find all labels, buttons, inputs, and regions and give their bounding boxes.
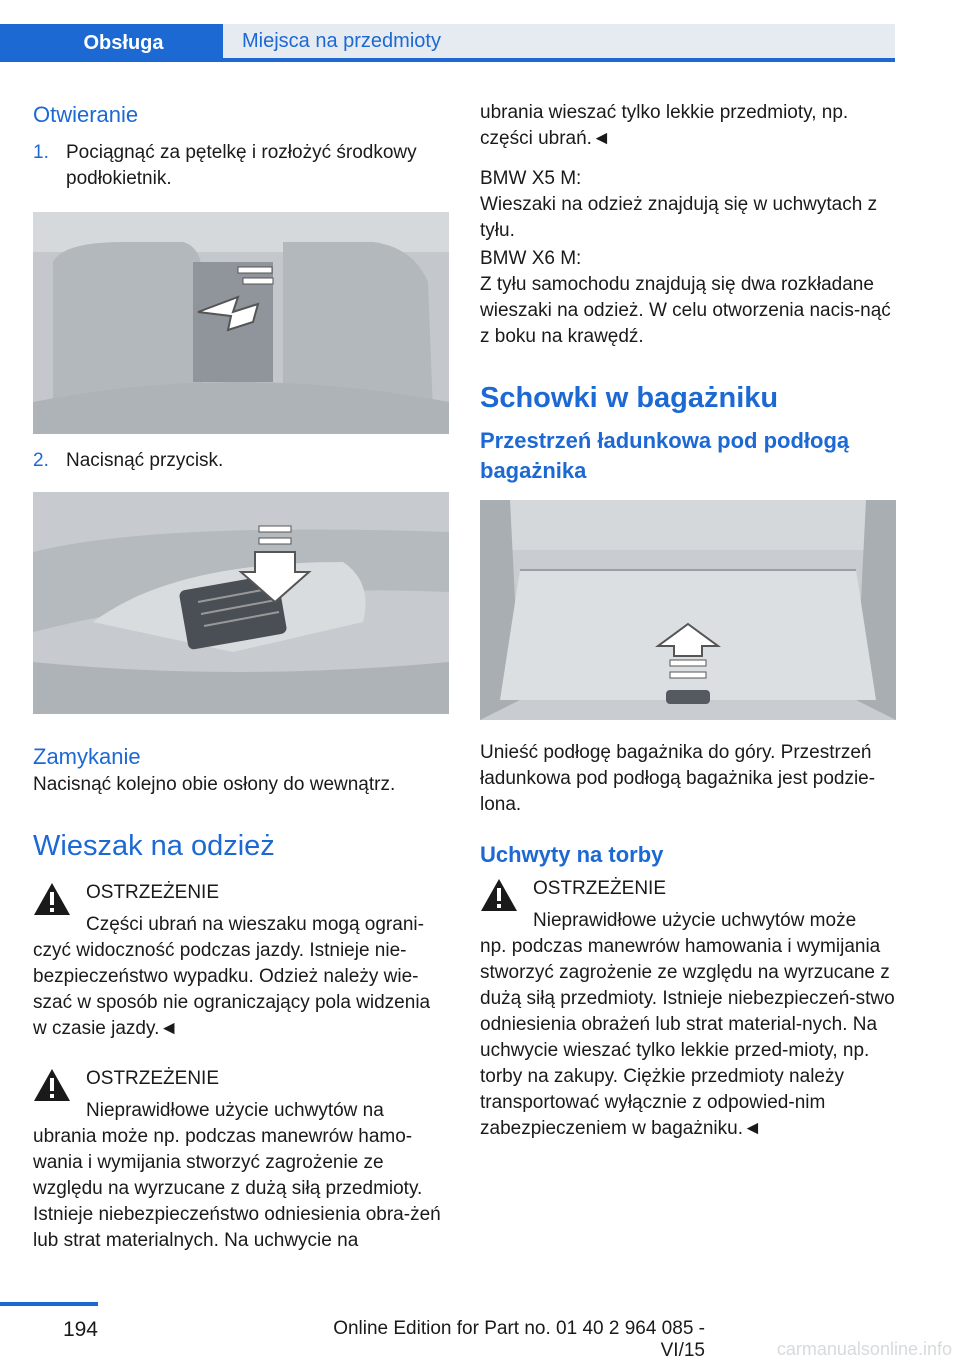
warning-text: np. podczas manewrów hamowania i wymijania stworzyć zagrożenie ze względu na wyrzucane z dużą siłą przedmioty. Istnieje niebezpieczeń-stwo odniesienia obrażeń lub strat material-nych. Na uchwycie wieszać tylko lekkie przed-mioty, np. torby na zakupy. Ciężkie przedmioty należy transportować wyłącznie z odpowied-nim zabezpieczeniem w bagażniku.◄	[480, 936, 895, 1139]
x5-label: BMW X5 M:	[480, 168, 582, 189]
figure-trunk-floor	[480, 500, 896, 720]
warning-icon	[480, 878, 518, 912]
tab-underline	[223, 58, 895, 62]
step-number: 1.	[33, 142, 49, 163]
right-column	[480, 100, 896, 1142]
header-tabs	[0, 24, 895, 62]
warning-icon	[33, 1068, 71, 1102]
heading-otwieranie: Otwieranie	[33, 102, 139, 127]
warning-text: ubrania może np. podczas manewrów hamo-wania i wymijania stworzyć zagrożenie ze względu na wyrzucane z dużą siłą przedmioty. Istnieje niebezpieczeństwo odniesienia obra-żeń lub strat materialnych. Na uchwycie na	[33, 1126, 441, 1251]
page-number: 194	[62, 1318, 98, 1341]
warning-block-2	[33, 1066, 449, 1254]
trunk-floor-text: Unieść podłogę bagażnika do góry. Przestrzeń ładunkowa pod podłogą bagażnika jest podzie-lona.	[480, 742, 876, 815]
step-text: Pociągnąć za pętelkę i rozłożyć środkowy podłokietnik.	[66, 142, 417, 189]
heading-uchwyty: Uchwyty na torby	[480, 842, 664, 867]
warning-block-3	[480, 876, 896, 1142]
heading-przestrzen: Przestrzeń ładunkowa pod podłogą bagażnika	[480, 428, 850, 483]
warning-title: OSTRZEŻENIE	[86, 882, 220, 903]
heading-schowki: Schowki w bagażniku	[480, 382, 779, 414]
figure-armrest-button	[33, 492, 449, 714]
x6-label: BMW X6 M:	[480, 248, 582, 269]
tab-obsluga[interactable]: Obsługa	[0, 24, 223, 62]
warning-first-line: Części ubrań na wieszaku mogą ograni-	[86, 914, 424, 935]
warning-block-1	[33, 880, 449, 1042]
heading-zamykanie: Zamykanie	[33, 744, 141, 769]
tab-miejsca-na-przedmioty[interactable]: Miejsca na przedmioty	[223, 24, 895, 58]
step-2	[33, 448, 449, 474]
x6-text: Z tyłu samochodu znajdują się dwa rozkładane wieszaki na odzież. W celu otworzenia nacis-nąć z boku na krawędź.	[480, 274, 891, 347]
warning-title: OSTRZEŻENIE	[86, 1068, 220, 1089]
step-text: Nacisnąć przycisk.	[66, 450, 224, 471]
step-number: 2.	[33, 450, 49, 471]
warning-first-line: Nieprawidłowe użycie uchwytów na	[86, 1100, 384, 1121]
warning-icon	[33, 882, 71, 916]
watermark: carmanualsonline.info	[776, 1339, 952, 1359]
x5-text: Wieszaki na odzież znajdują się w uchwytach z tyłu.	[480, 194, 878, 241]
warning-text: czyć widoczność podczas jazdy. Istnieje nie-bezpieczeństwo wypadku. Odzież należy wie-szać w sposób nie ograniczający pola widzenia w czasie jazdy.◄	[33, 940, 431, 1039]
footer-rule	[0, 1302, 98, 1306]
edition-text: Online Edition for Part no. 01 40 2 964 085 - VI/15	[333, 1318, 705, 1361]
warning-title: OSTRZEŻENIE	[533, 878, 667, 899]
step-1	[33, 140, 449, 192]
closing-text: Nacisnąć kolejno obie osłony do wewnątrz.	[33, 774, 396, 795]
left-column	[33, 100, 449, 1254]
warning-first-line: Nieprawidłowe użycie uchwytów może	[533, 910, 857, 931]
heading-wieszak: Wieszak na odzież	[33, 830, 275, 862]
continued-text: ubrania wieszać tylko lekkie przedmioty, np. części ubrań.◄	[480, 102, 849, 149]
figure-rear-seat-armrest	[33, 212, 449, 434]
